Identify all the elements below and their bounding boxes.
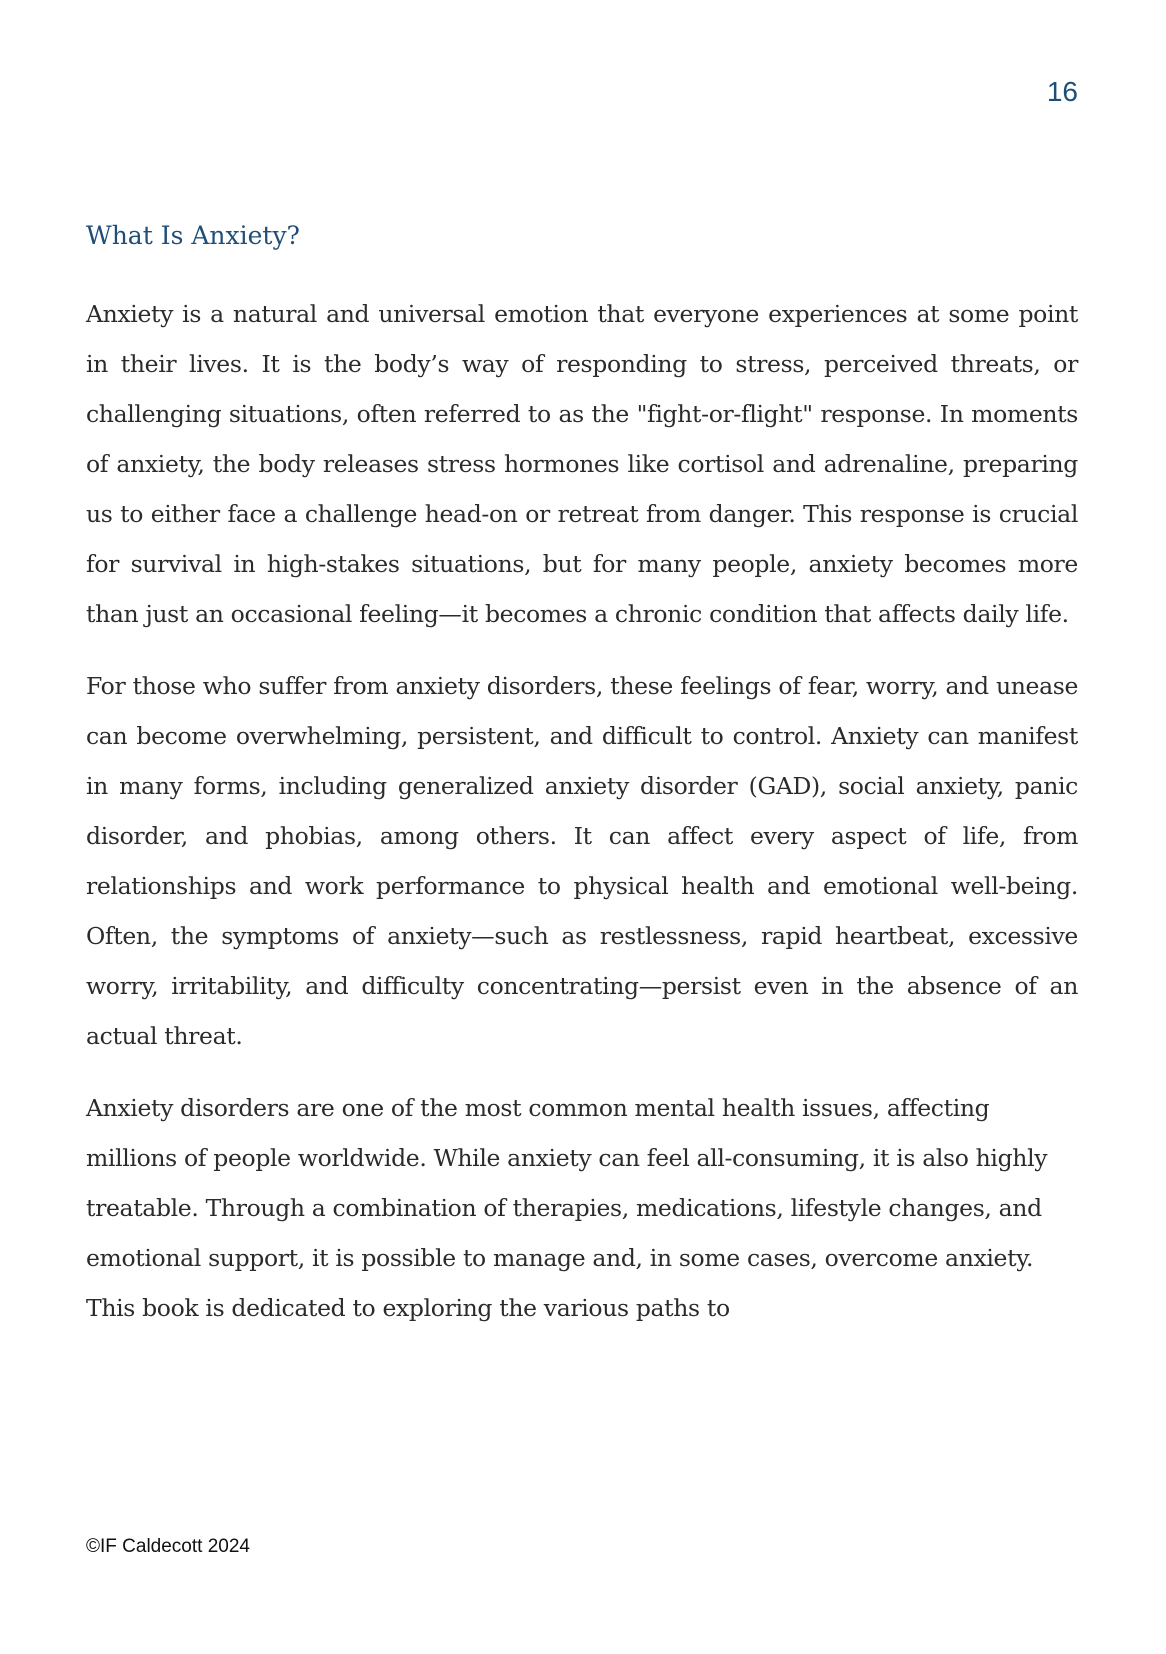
section-heading: What Is Anxiety? bbox=[86, 221, 300, 250]
section-content bbox=[86, 214, 1078, 1355]
body-paragraph-1: Anxiety is a natural and universal emotion that everyone experiences at some point in their lives. It is the body’s way of responding to stress, perceived threats, or challenging situations, often referred to as the "fight-or-flight" response. In moments of anxiety, the body releases stress hormones like cortisol and adrenaline, preparing us to either face a challenge head-on or retreat from danger. This response is crucial for survival in high-stakes situations, but for many people, anxiety becomes more than just an occasional feeling—it becomes a chronic condition that affects daily life. bbox=[86, 300, 1078, 628]
body-paragraph-3: Anxiety disorders are one of the most common mental health issues, affecting millions of people worldwide. While anxiety can feel all-consuming, it is also highly treatable. Through a combination of therapies, medications, lifestyle changes, and emotional support, it is possible to manage and, in some cases, overcome anxiety. This book is dedicated to exploring the various paths to bbox=[86, 1094, 1048, 1322]
copyright-footer: ©IF Caldecott 2024 bbox=[86, 1536, 250, 1557]
page-number: 16 bbox=[1046, 76, 1078, 107]
body-paragraph-2: For those who suffer from anxiety disorders, these feelings of fear, worry, and unease can become overwhelming, persistent, and difficult to control. Anxiety can manifest in many forms, including generalized anxiety disorder (GAD), social anxiety, panic disorder, and phobias, among others. It can affect every aspect of life, from relationships and work performance to physical health and emotional well-being. Often, the symptoms of anxiety—such as restlessness, rapid heartbeat, excessive worry, irritability, and difficulty concentrating—persist even in the absence of an actual threat. bbox=[86, 672, 1078, 1050]
